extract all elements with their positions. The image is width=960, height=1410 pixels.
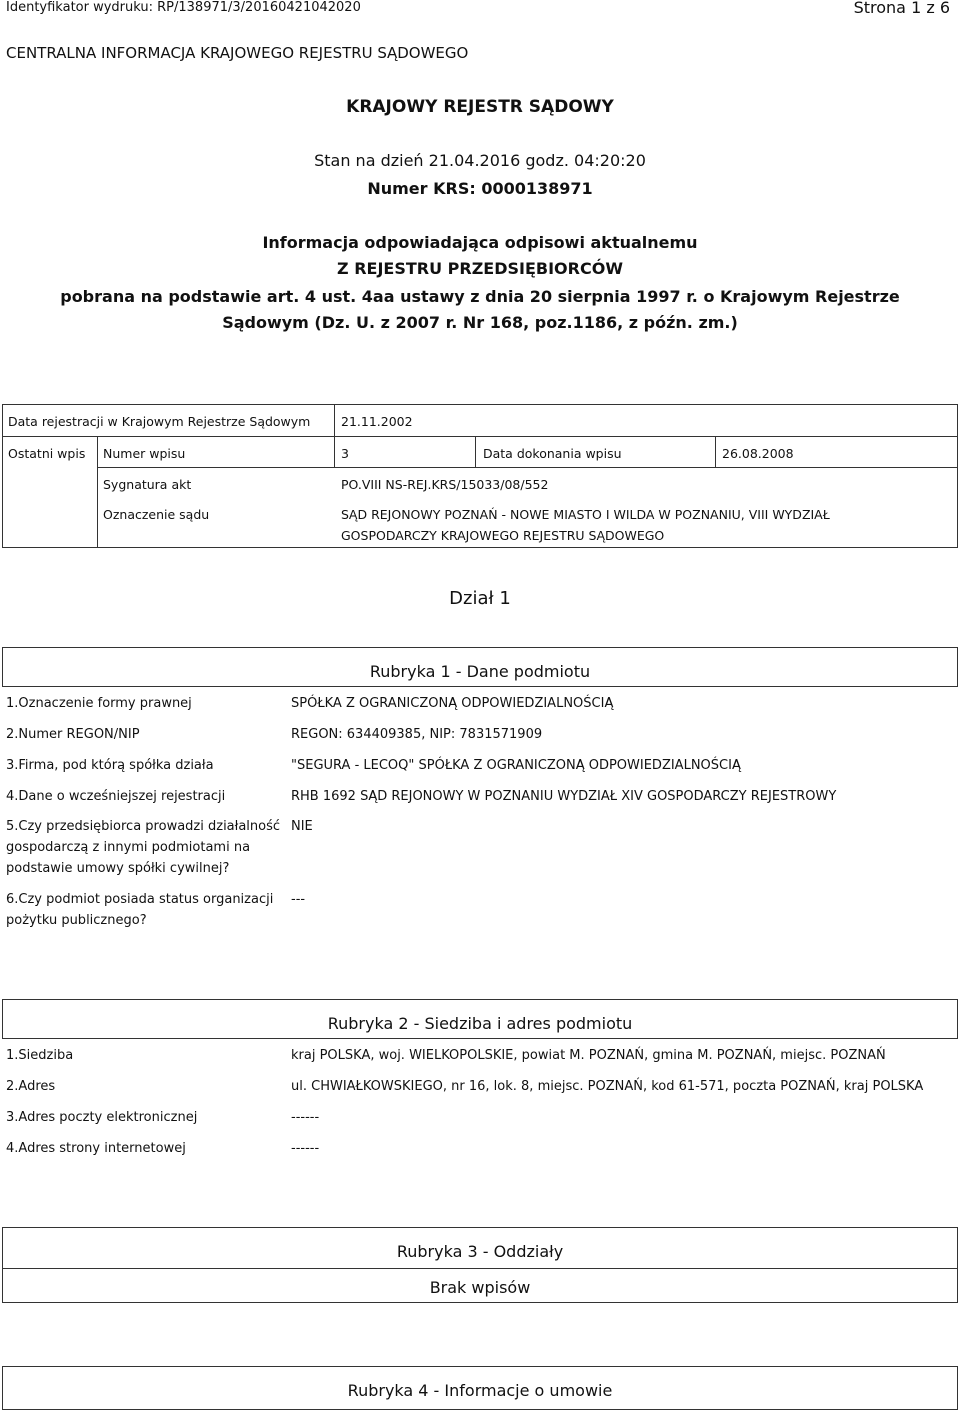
rubryka-1-header xyxy=(2,647,958,687)
rubryka-2-label-3: 3.Adres poczty elektronicznej xyxy=(6,1110,198,1125)
rubryka-2-header xyxy=(2,999,958,1039)
registration-date-label: Data rejestracji w Krajowym Rejestrze Sądowym xyxy=(8,414,311,429)
court-value-line-2: GOSPODARCZY KRAJOWEGO REJESTRU SĄDOWEGO xyxy=(341,528,665,543)
rubryka-3-box xyxy=(2,1227,958,1303)
rubryka-1-value-4: RHB 1692 SĄD REJONOWY W POZNANIU WYDZIAŁ XIV GOSPODARCZY REJESTROWY xyxy=(291,789,837,804)
entry-date-label: Data dokonania wpisu xyxy=(483,446,622,461)
print-identifier: Identyfikator wydruku: RP/138971/3/20160421042020 xyxy=(6,0,361,15)
section-title: Dział 1 xyxy=(449,588,511,609)
rubryka-3-title: Rubryka 3 - Oddziały xyxy=(396,1242,564,1261)
rubryka-1-value-2: REGON: 634409385, NIP: 7831571909 xyxy=(291,727,543,742)
signature-label: Sygnatura akt xyxy=(103,477,192,492)
rubryka-1-label-3: 3.Firma, pod którą spółka działa xyxy=(6,758,214,773)
rubryka-1-label-5b: gospodarczą z innymi podmiotami na xyxy=(6,840,251,855)
rubryka-2-value-3: ------ xyxy=(291,1110,320,1125)
info-line-2: Z REJESTRU PRZEDSIĘBIORCÓW xyxy=(337,259,623,278)
legal-basis-line-1: pobrana na podstawie art. 4 ust. 4aa ustawy z dnia 20 sierpnia 1997 r. o Krajowym Rejestrze xyxy=(60,287,900,306)
rubryka-1-label-4: 4.Dane o wcześniejszej rejestracji xyxy=(6,789,226,804)
rubryka-2-value-2: ul. CHWIAŁKOWSKIEGO, nr 16, lok. 8, miejsc. POZNAŃ, kod 61-571, poczta POZNAŃ, kraj POLSKA xyxy=(291,1079,924,1094)
entry-number-label: Numer wpisu xyxy=(103,446,186,461)
rubryka-2-value-1: kraj POLSKA, woj. WIELKOPOLSKIE, powiat M. POZNAŃ, gmina M. POZNAŃ, miejsc. POZNAŃ xyxy=(291,1048,886,1063)
rubryka-1-label-1: 1.Oznaczenie formy prawnej xyxy=(6,696,192,711)
rubryka-2-title: Rubryka 2 - Siedziba i adres podmiotu xyxy=(327,1014,633,1033)
rubryka-2-label-4: 4.Adres strony internetowej xyxy=(6,1141,186,1156)
rubryka-1-label-5a: 5.Czy przedsiębiorca prowadzi działalność xyxy=(6,819,281,834)
signature-value: PO.VIII NS-REJ.KRS/15033/08/552 xyxy=(341,477,549,492)
court-label: Oznaczenie sądu xyxy=(103,507,210,522)
page-number: Strona 1 z 6 xyxy=(853,0,950,17)
rubryka-1-value-1: SPÓŁKA Z OGRANICZONĄ ODPOWIEDZIALNOŚCIĄ xyxy=(291,696,614,711)
rubryka-2-value-4: ------ xyxy=(291,1141,320,1156)
organization-name: CENTRALNA INFORMACJA KRAJOWEGO REJESTRU SĄDOWEGO xyxy=(6,44,469,62)
registration-date-value: 21.11.2002 xyxy=(341,414,413,429)
rubryka-3-content: Brak wpisów xyxy=(429,1278,531,1297)
rubryka-4-header xyxy=(2,1366,958,1410)
entry-date-value: 26.08.2008 xyxy=(722,446,794,461)
court-value-line-1: SĄD REJONOWY POZNAŃ - NOWE MIASTO I WILDA W POZNANIU, VIII WYDZIAŁ xyxy=(341,507,830,522)
last-entry-label: Ostatni wpis xyxy=(8,446,86,461)
info-line-1: Informacja odpowiadająca odpisowi aktualnemu xyxy=(262,233,698,252)
rubryka-1-title: Rubryka 1 - Dane podmiotu xyxy=(369,662,591,681)
entry-number-value: 3 xyxy=(341,446,349,461)
legal-basis-line-2: Sądowym (Dz. U. z 2007 r. Nr 168, poz.1186, z późn. zm.) xyxy=(222,313,738,332)
rubryka-4-title: Rubryka 4 - Informacje o umowie xyxy=(347,1381,613,1400)
rubryka-1-value-6: --- xyxy=(291,892,306,907)
rubryka-1-value-3: "SEGURA - LECOQ" SPÓŁKA Z OGRANICZONĄ ODPOWIEDZIALNOŚCIĄ xyxy=(291,758,741,773)
rubryka-1-label-2: 2.Numer REGON/NIP xyxy=(6,727,140,742)
rubryka-1-value-5: NIE xyxy=(291,819,313,834)
rubryka-1-label-6a: 6.Czy podmiot posiada status organizacji xyxy=(6,892,274,907)
rubryka-1-label-5c: podstawie umowy spółki cywilnej? xyxy=(6,861,230,876)
registry-title: KRAJOWY REJESTR SĄDOWY xyxy=(346,97,614,117)
rubryka-1-label-6b: pożytku publicznego? xyxy=(6,913,147,928)
state-date: Stan na dzień 21.04.2016 godz. 04:20:20 xyxy=(314,151,646,170)
rubryka-2-label-2: 2.Adres xyxy=(6,1079,56,1094)
rubryka-2-label-1: 1.Siedziba xyxy=(6,1048,74,1063)
krs-number: Numer KRS: 0000138971 xyxy=(367,179,593,198)
